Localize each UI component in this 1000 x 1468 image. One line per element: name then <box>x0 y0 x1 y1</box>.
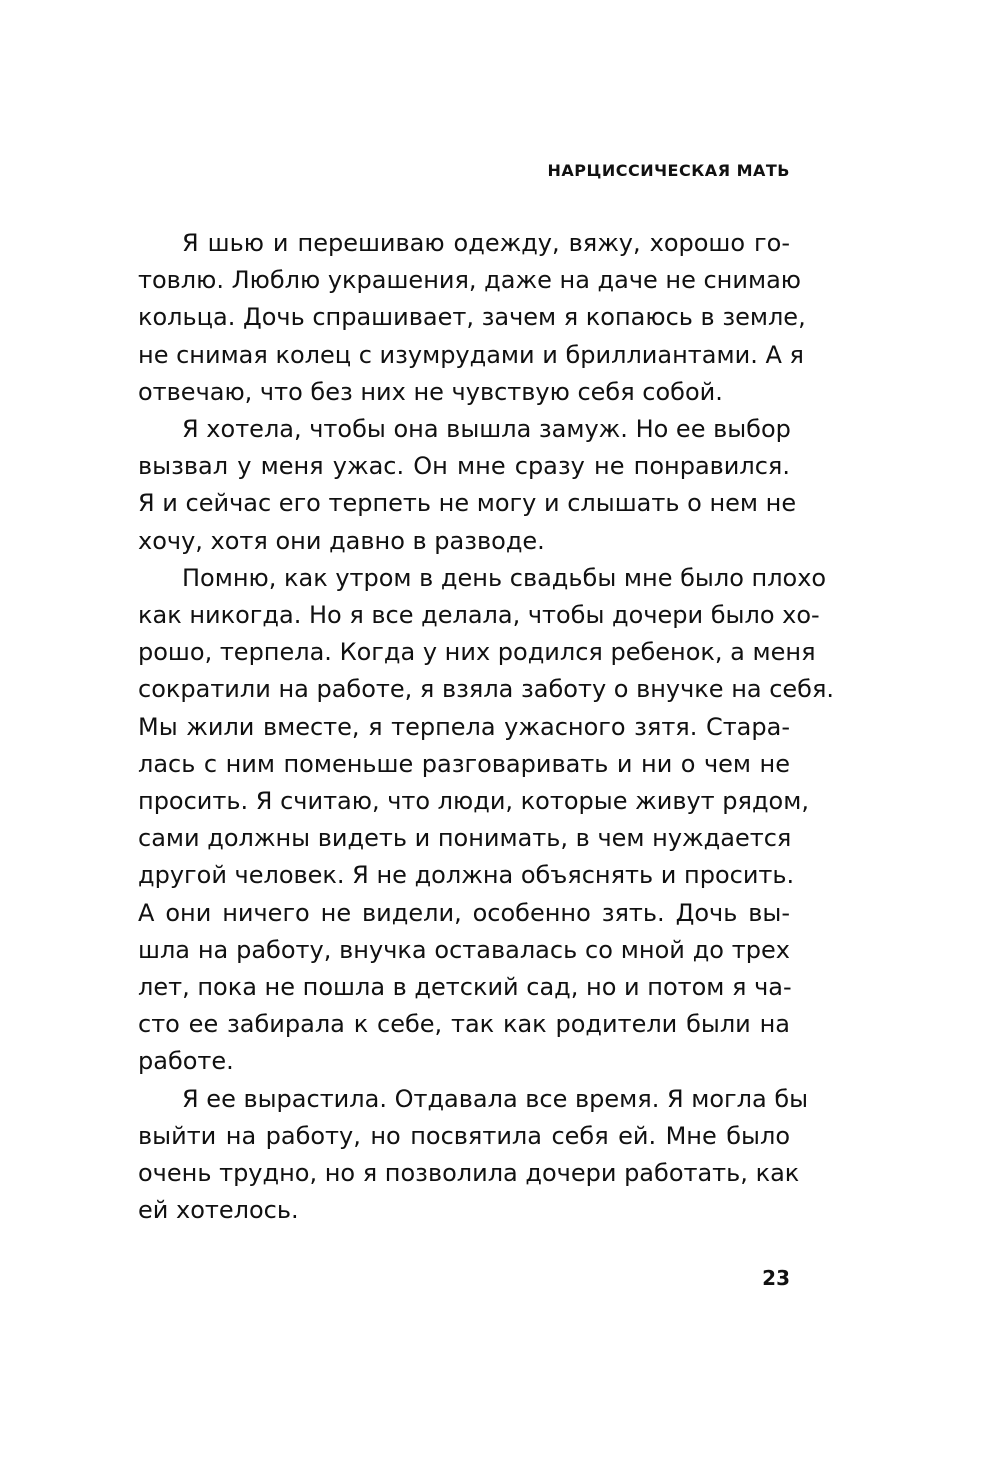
text-line: сократили на работе, я взяла заботу о внучке на себя. <box>138 675 835 704</box>
text-line: другой человек. Я не должна объяснять и просить. <box>138 861 795 890</box>
text-line: хочу, хотя они давно в разводе. <box>138 526 545 555</box>
text-line: товлю. Люблю украшения, даже на даче не снимаю <box>138 266 801 295</box>
text-line: лет, пока не пошла в детский сад, но и потом я ча- <box>138 973 792 1002</box>
text-line: лась с ним поменьше разговаривать и ни о чем не <box>138 749 790 778</box>
paragraph <box>138 560 835 1081</box>
text-line: Мы жили вместе, я терпела ужасного зятя. Стара- <box>138 712 790 741</box>
text-line: рошо, терпела. Когда у них родился ребенок, а меня <box>138 638 816 667</box>
text-line: не снимая колец с изумрудами и бриллиантами. А я <box>138 340 804 369</box>
text-line: выйти на работу, но посвятила себя ей. Мне было <box>138 1121 790 1150</box>
text-line: очень трудно, но я позволила дочери работать, как <box>138 1159 800 1188</box>
body-text <box>138 225 835 1229</box>
text-line: ей хотелось. <box>138 1196 299 1225</box>
text-line: просить. Я считаю, что люди, которые живут рядом, <box>138 787 809 816</box>
paragraph <box>138 411 797 560</box>
text-line: А они ничего не видели, особенно зять. Дочь вы- <box>138 898 790 927</box>
text-line: сами должны видеть и понимать, в чем нуждается <box>138 824 792 853</box>
text-line: отвечаю, что без них не чувствую себя собой. <box>138 377 723 406</box>
paragraph <box>138 1081 809 1230</box>
running-head: НАРЦИССИЧЕСКАЯ МАТЬ <box>547 161 790 180</box>
text-line: Я хотела, чтобы она вышла замуж. Но ее выбор <box>182 415 791 444</box>
paragraph <box>138 225 806 411</box>
text-line: Я и сейчас его терпеть не могу и слышать о нем не <box>138 489 797 518</box>
text-line: работе. <box>138 1047 234 1076</box>
text-line: шла на работу, внучка оставалась со мной до трех <box>138 935 790 964</box>
text-line: вызвал у меня ужас. Он мне сразу не понравился. <box>138 452 790 481</box>
text-line: как никогда. Но я все делала, чтобы дочери было хо- <box>138 601 820 630</box>
text-line: кольца. Дочь спрашивает, зачем я копаюсь в земле, <box>138 303 806 332</box>
page-number: 23 <box>762 1266 790 1290</box>
text-line: Помню, как утром в день свадьбы мне было плохо <box>182 563 827 592</box>
text-line: Я ее вырастила. Отдавала все время. Я могла бы <box>182 1084 809 1113</box>
text-line: Я шью и перешиваю одежду, вяжу, хорошо го- <box>182 229 790 257</box>
text-line: сто ее забирала к себе, так как родители были на <box>138 1010 790 1039</box>
